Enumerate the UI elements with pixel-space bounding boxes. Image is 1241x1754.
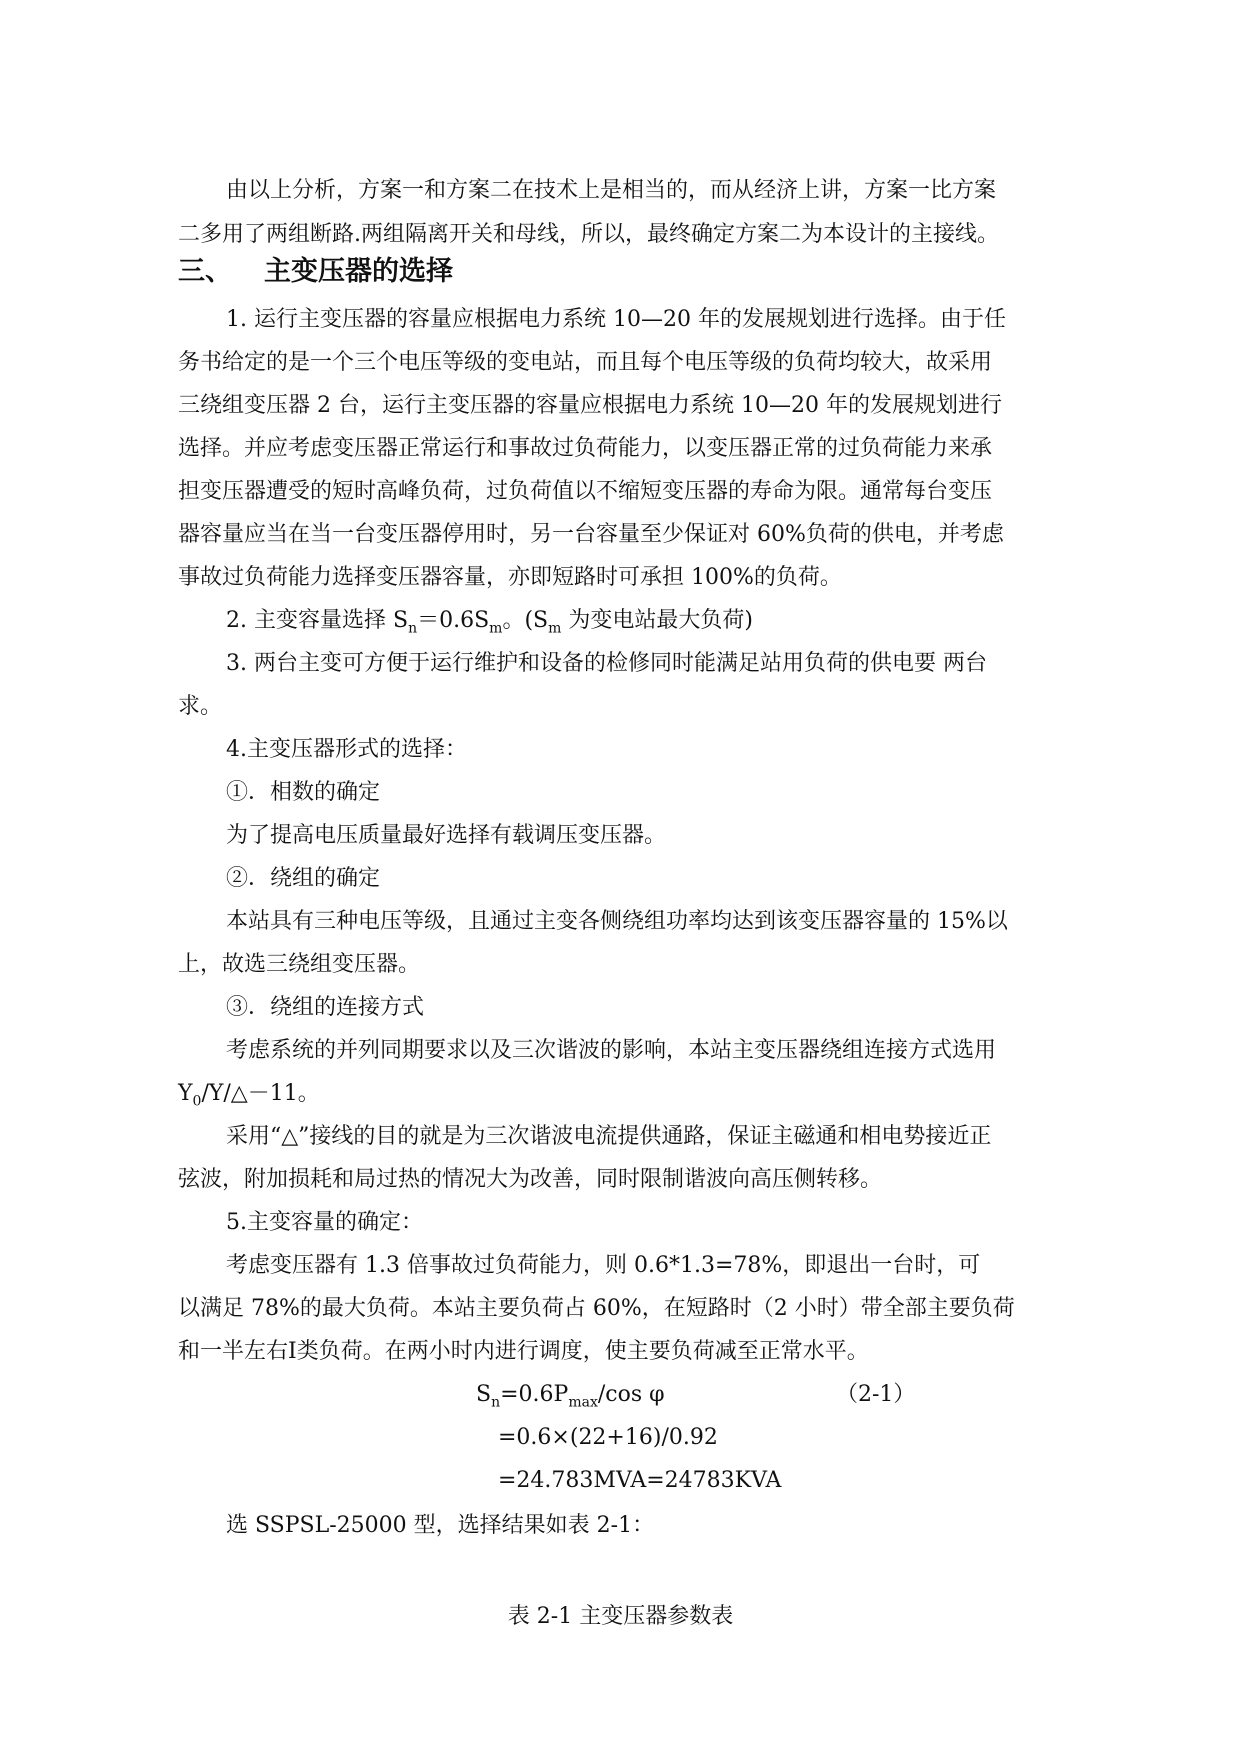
subscript: n <box>408 620 418 637</box>
paragraph-line: 考虑变压器有 1.3 倍事故过负荷能力，则 0.6*1.3=78%，即退出一台时，可 <box>226 1253 981 1278</box>
paragraph-line <box>178 1079 320 1109</box>
paragraph-line: 1. 运行主变压器的容量应根据电力系统 10—20 年的发展规划进行选择。由于任 <box>226 307 1006 332</box>
paragraph-line: 3. 两台主变可方便于运行维护和设备的检修同时能满足站用负荷的供电要 两台 <box>226 651 987 676</box>
paragraph-line: 以满足 78%的最大负荷。本站主要负荷占 60%，在短路时（2 小时）带全部主要负荷 <box>178 1296 1015 1321</box>
text-run: S <box>476 1382 492 1407</box>
paragraph-line: 担变压器遭受的短时高峰负荷，过负荷值以不缩短变压器的寿命为限。通常每台变压 <box>178 479 993 504</box>
text-run: 。(S <box>502 608 549 633</box>
text-run: Y <box>178 1081 193 1106</box>
text-run: =0.6P <box>500 1382 569 1407</box>
subsection-title: ①．相数的确定 <box>226 780 381 805</box>
paragraph-line: 和一半左右Ⅰ类负荷。在两小时内进行调度，使主要负荷减至正常水平。 <box>178 1339 869 1364</box>
paragraph-line: 采用“△”接线的目的就是为三次谐波电流提供通路，保证主磁通和相电势接近正 <box>226 1124 992 1149</box>
subscript: n <box>491 1394 501 1411</box>
section-title: 主变压器的选择 <box>264 256 453 287</box>
paragraph-line: 三绕组变压器 2 台，运行主变压器的容量应根据电力系统 10—20 年的发展规划进行 <box>178 393 1002 418</box>
subscript: m <box>548 620 562 637</box>
formula-line: =24.783MVA=24783KVA <box>498 1468 782 1493</box>
subsection-title: ③．绕组的连接方式 <box>226 995 425 1020</box>
paragraph-line: 二多用了两组断路.两组隔离开关和母线，所以，最终确定方案二为本设计的主接线。 <box>178 222 999 247</box>
section-heading <box>178 255 453 289</box>
paragraph-line: 本站具有三种电压等级，且通过主变各侧绕组功率均达到该变压器容量的 15%以 <box>226 909 1008 934</box>
text-run: /Y/△－11。 <box>201 1081 320 1106</box>
subsection-title: ②．绕组的确定 <box>226 866 381 891</box>
text-run: 为变电站最大负荷) <box>561 608 753 633</box>
paragraph-line: 4.主变压器形式的选择： <box>226 737 467 762</box>
text-run: ＝0.6S <box>417 608 490 633</box>
paragraph-line: 为了提高电压质量最好选择有载调压变压器。 <box>226 823 667 848</box>
paragraph-line: 选择。并应考虑变压器正常运行和事故过负荷能力，以变压器正常的过负荷能力来承 <box>178 436 993 461</box>
paragraph-line: 5.主变容量的确定： <box>226 1210 423 1235</box>
paragraph-line: 务书给定的是一个三个电压等级的变电站，而且每个电压等级的负荷均较大，故采用 <box>178 350 993 375</box>
subscript: m <box>489 620 503 637</box>
formula-line <box>476 1380 665 1410</box>
subscript: max <box>568 1394 598 1411</box>
paragraph-line: 事故过负荷能力选择变压器容量，亦即短路时可承担 100%的负荷。 <box>178 565 842 590</box>
text-run: /cos φ <box>597 1382 665 1407</box>
equation-number: （2-1） <box>836 1382 916 1407</box>
table-caption: 表 2-1 主变压器参数表 <box>507 1604 734 1629</box>
paragraph-line <box>226 606 753 636</box>
paragraph-line: 弦波，附加损耗和局过热的情况大为改善，同时限制谐波向高压侧转移。 <box>178 1167 883 1192</box>
paragraph-line: 选 SSPSL-25000 型，选择结果如表 2-1： <box>226 1513 655 1538</box>
subscript: 0 <box>192 1093 202 1110</box>
paragraph-line: 上，故选三绕组变压器。 <box>178 952 421 977</box>
text-run: 2. 主变容量选择 S <box>226 608 409 633</box>
section-number: 三、 <box>178 256 232 287</box>
paragraph-line: 求。 <box>178 694 223 719</box>
paragraph-line: 器容量应当在当一台变压器停用时，另一台容量至少保证对 60%负荷的供电，并考虑 <box>178 522 1004 547</box>
paragraph-line: 考虑系统的并列同期要求以及三次谐波的影响，本站主变压器绕组连接方式选用 <box>226 1038 997 1063</box>
paragraph-line: 由以上分析，方案一和方案二在技术上是相当的，而从经济上讲，方案一比方案 <box>226 178 997 203</box>
formula-line: =0.6×(22+16)/0.92 <box>498 1425 718 1450</box>
